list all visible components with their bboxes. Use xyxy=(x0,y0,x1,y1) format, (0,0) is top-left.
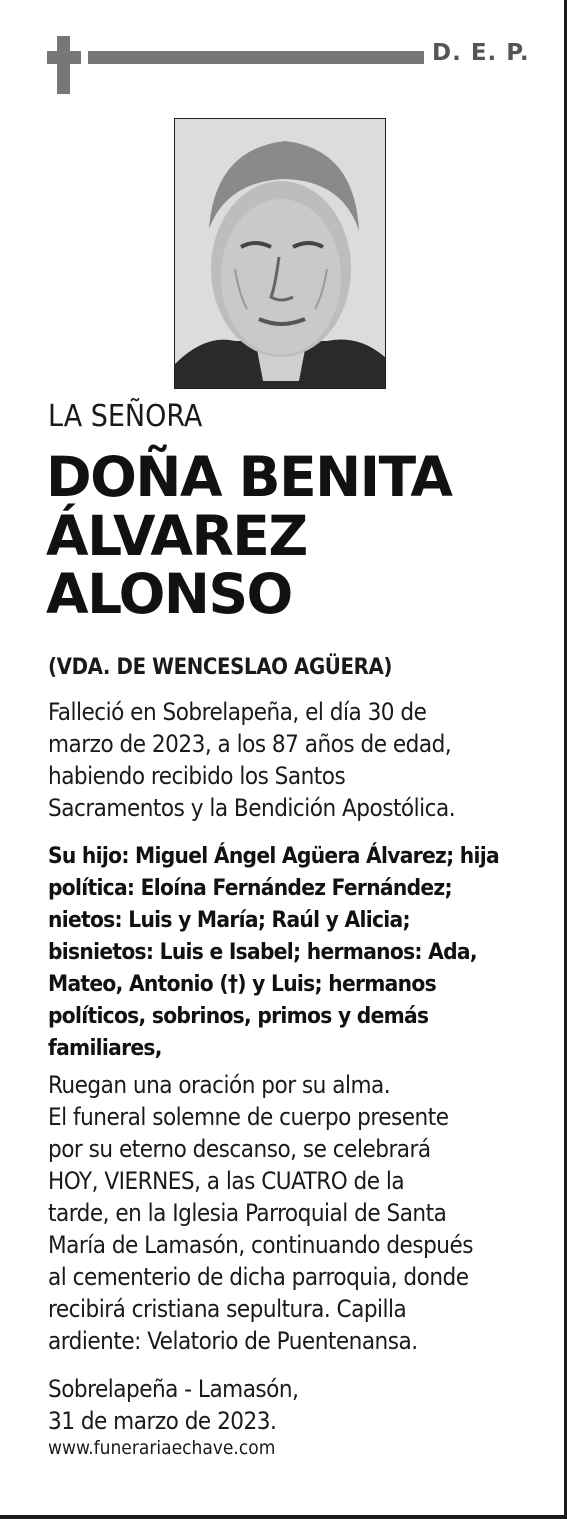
text-line: familiares, xyxy=(48,1035,162,1061)
cross-icon xyxy=(57,36,70,94)
deceased-name xyxy=(46,445,546,626)
cross-icon-arm xyxy=(47,51,81,64)
website-link[interactable]: www.funerariaechave.com xyxy=(48,1437,276,1459)
text-line: Sobrelapeña - Lamasón, xyxy=(48,1375,299,1403)
text-line: marzo de 2023, a los 87 años de edad, xyxy=(48,730,452,758)
text-line: política: Eloína Fernández Fernández; xyxy=(48,875,452,901)
text-line: Ruegan una oración por su alma. xyxy=(48,1071,391,1099)
text-line: ardiente: Velatorio de Puentenansa. xyxy=(48,1327,418,1355)
deceased-name-line: DOÑA BENITA xyxy=(46,445,452,509)
family-list xyxy=(48,840,499,1064)
text-line: María de Lamasón, continuando después xyxy=(48,1231,474,1259)
text-line: 31 de marzo de 2023. xyxy=(48,1407,277,1435)
dep-heading: D. E. P. xyxy=(432,40,530,66)
text-line: nietos: Luis y María; Raúl y Alicia; xyxy=(48,907,410,933)
portrait-photo xyxy=(174,118,386,389)
place-date xyxy=(48,1373,298,1437)
deceased-name-line: ÁLVAREZ xyxy=(46,503,307,568)
page-border-bottom xyxy=(0,1515,567,1519)
text-line: recibirá cristiana sepultura. Capilla xyxy=(48,1295,407,1323)
widow-of: (VDA. DE WENCESLAO AGÜERA) xyxy=(48,655,393,680)
header-rule xyxy=(88,51,424,64)
text-line: HOY, VIERNES, a las CUATRO de la xyxy=(48,1167,405,1195)
text-line: políticos, sobrinos, primos y demás xyxy=(48,1003,429,1029)
text-line: Mateo, Antonio (†) y Luis; hermanos xyxy=(48,971,436,997)
honorific: LA SEÑORA xyxy=(48,399,203,434)
death-notice xyxy=(48,696,455,824)
text-line: Su hijo: Miguel Ángel Agüera Álvarez; hija xyxy=(48,843,499,869)
deceased-name-line: ALONSO xyxy=(46,562,292,626)
text-line: por su eterno descanso, se celebrará xyxy=(48,1135,431,1163)
text-line: al cementerio de dicha parroquia, donde xyxy=(48,1263,469,1291)
text-line: Sacramentos y la Bendición Apostólica. xyxy=(48,794,456,822)
text-line: tarde, en la Iglesia Parroquial de Santa xyxy=(48,1199,447,1227)
text-line: Falleció en Sobrelapeña, el día 30 de xyxy=(48,698,427,726)
portrait-image xyxy=(175,119,386,389)
text-line: El funeral solemne de cuerpo presente xyxy=(48,1103,449,1131)
funeral-details xyxy=(48,1069,473,1357)
text-line: bisnietos: Luis e Isabel; hermanos: Ada, xyxy=(48,939,477,965)
text-line: habiendo recibido los Santos xyxy=(48,762,346,790)
